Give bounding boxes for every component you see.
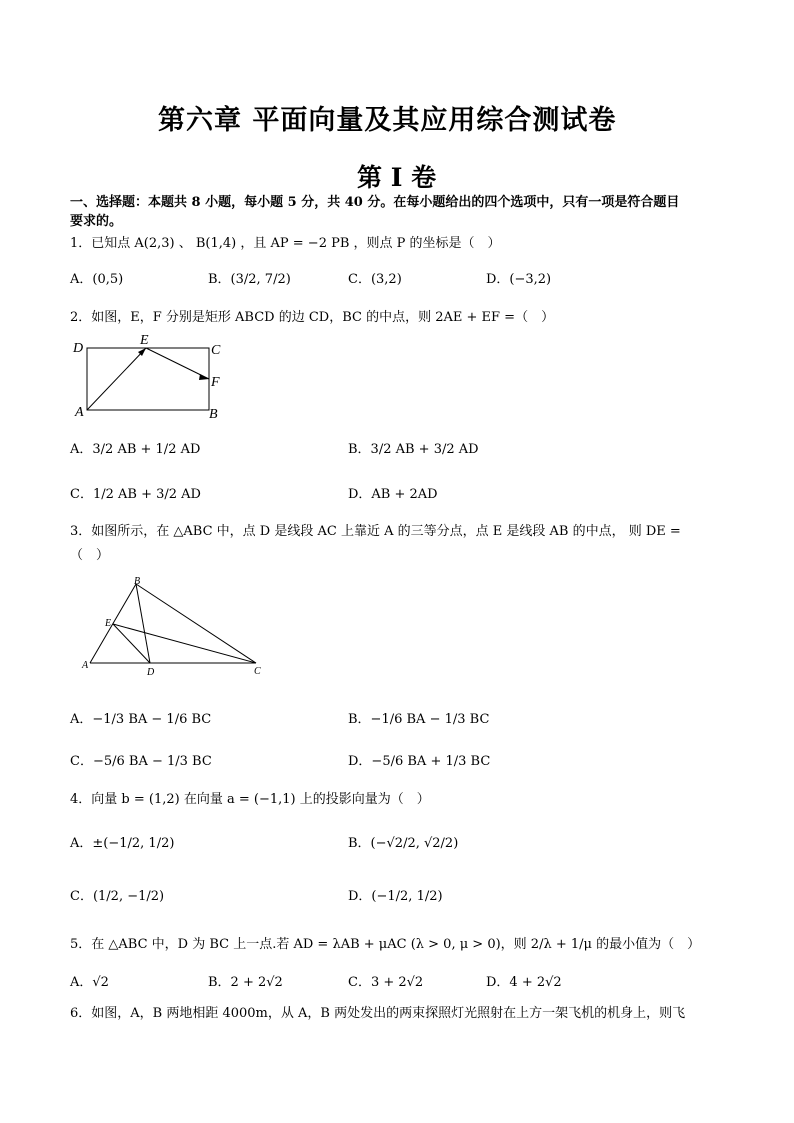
q4-option-d: D．(−1/2, 1/2) — [348, 889, 443, 904]
q2-option-a: A．3/2 AB + 1/2 AD — [70, 442, 201, 457]
label-e-tri: E — [105, 618, 112, 629]
q4-option-a: A．±(−1/2, 1/2) — [70, 836, 175, 851]
rectangle-figure — [70, 330, 230, 425]
label-d-tri: D — [147, 667, 155, 678]
label-c: C — [211, 343, 221, 358]
label-b: B — [209, 407, 218, 422]
q5-option-b: B．2 + 2√2 — [208, 975, 283, 990]
question-3-stem: 3．如图所示，在 △ABC 中，点 D 是线段 AC 上靠近 A 的三等分点，点 E 是线段 AB 的中点， 则 DE = — [70, 524, 681, 539]
q1-option-c: C．(3,2) — [348, 272, 402, 287]
section-header-cont: 要求的。 — [70, 214, 123, 229]
question-4-stem: 4．向量 b = (1,2) 在向量 a = (−1,1) 上的投影向量为（ ） — [70, 792, 430, 807]
q3-option-d: D．−5/6 BA + 1/3 BC — [348, 754, 491, 769]
question-5-stem: 5．在 △ABC 中，D 为 BC 上一点.若 AD = λAB + μAC (λ > 0, μ > 0)，则 2/λ + 1/μ 的最小值为（ ） — [70, 937, 701, 952]
label-f: F — [211, 375, 220, 390]
q3-option-b: B．−1/6 BA − 1/3 BC — [348, 712, 490, 727]
q2-option-b: B．3/2 AB + 3/2 AD — [348, 442, 479, 457]
label-e: E — [140, 333, 149, 348]
triangle-figure — [78, 575, 268, 680]
page-title: 第六章 平面向量及其应用综合测试卷 — [158, 105, 617, 136]
q4-option-c: C．(1/2, −1/2) — [70, 889, 165, 904]
q1-option-a: A．(0,5) — [70, 272, 124, 287]
question-1-stem: 1．已知点 A(2,3) 、 B(1,4) ，且 AP = −2 PB ，则点 P 的坐标是（ ） — [70, 236, 501, 251]
q2-option-d: D．AB + 2AD — [348, 487, 438, 502]
label-a-tri: A — [82, 660, 89, 671]
q4-option-b: B．(−√2/2, √2/2) — [348, 836, 459, 851]
label-c-tri: C — [254, 666, 261, 677]
q5-option-a: A．√2 — [70, 975, 109, 990]
q1-option-b: B．(3/2, 7/2) — [208, 272, 291, 287]
section-header: 一、选择题：本题共 8 小题，每小题 5 分，共 40 分。在每小题给出的四个选项中，只有一项是符合题目 — [70, 195, 680, 210]
label-b-tri: B — [134, 576, 141, 587]
q3-option-a: A．−1/3 BA − 1/6 BC — [70, 712, 212, 727]
label-d: D — [73, 341, 84, 356]
volume-heading: 第 I 卷 — [357, 163, 437, 192]
question-2-stem: 2．如图，E，F 分别是矩形 ABCD 的边 CD，BC 的中点，则 2AE + EF =（ ） — [70, 310, 555, 325]
question-3-stem-cont: （ ） — [70, 548, 110, 563]
question-6-stem: 6．如图，A，B 两地相距 4000m，从 A，B 两处发出的两束探照灯光照射在上方一架飞机的机身上，则飞 — [70, 1006, 686, 1021]
q5-option-c: C．3 + 2√2 — [348, 975, 424, 990]
label-a: A — [75, 405, 84, 420]
q3-option-c: C．−5/6 BA − 1/3 BC — [70, 754, 212, 769]
q5-option-d: D．4 + 2√2 — [486, 975, 562, 990]
q2-option-c: C．1/2 AB + 3/2 AD — [70, 487, 201, 502]
q1-option-d: D．(−3,2) — [486, 272, 552, 287]
